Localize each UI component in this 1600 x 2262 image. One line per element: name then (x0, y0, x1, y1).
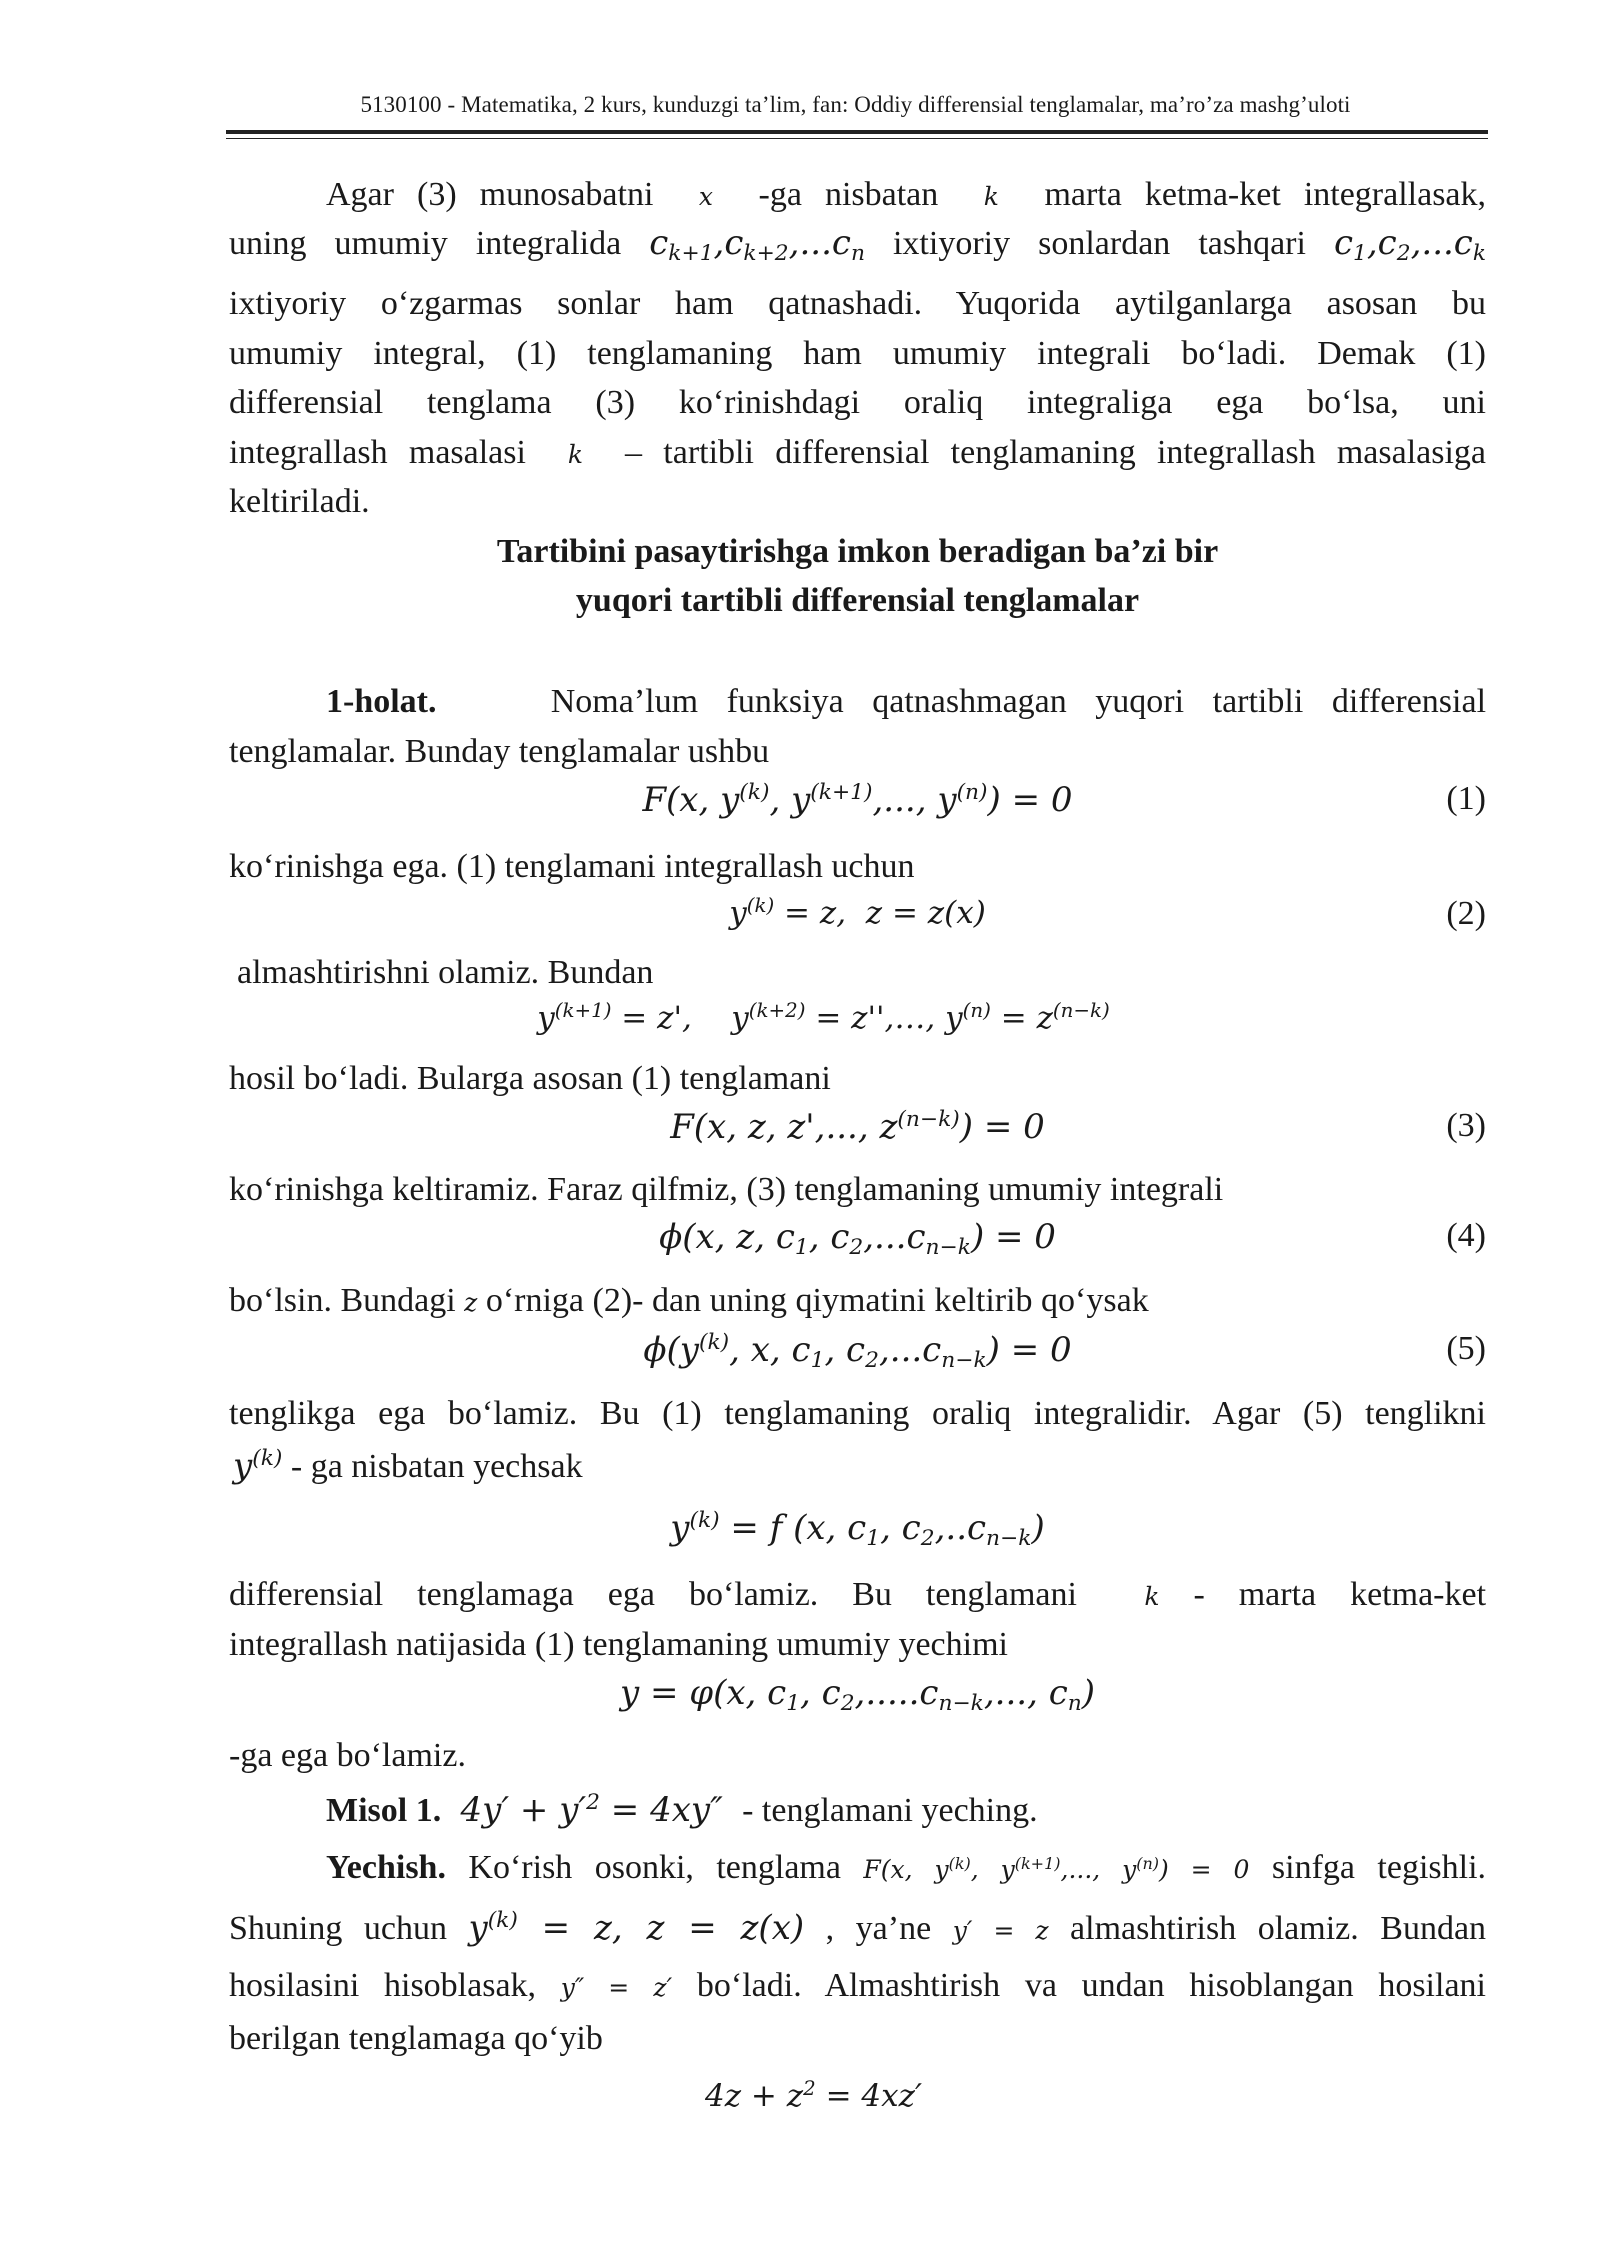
text-line-t9: integrallash natijasida (1) tenglamaning umumiy yechimi (229, 1626, 1008, 1663)
equation-4-line (229, 1217, 1486, 1267)
text-line-t2: almashtirishni olamiz. Bundan (237, 954, 654, 991)
solved-derivative-equation: $y^{(k)} = f$ (x, $c_1$, $c_2,..c_{n-k}$) (670, 1508, 1045, 1552)
section-title-line-1: Tartibini pasaytirishga imkon beradigan ba’zi bir (496, 533, 1219, 570)
equation-5: $\phi(y^{(k)}$, x, $c_1$, $c_2,...c_{n-k}) = 0$ (643, 1330, 1072, 1374)
equation-4: ϕ(x, z, $c_1$, $c_2,...c_{n-k}) = 0$ (659, 1217, 1056, 1261)
header-rule-thin (226, 138, 1488, 139)
equation-3-number: (3) (1446, 1107, 1486, 1144)
text-line-t7: $y^{(k)}$ - ga nisbatan yechsak (233, 1446, 583, 1486)
section-title-line-2: yuqori tartibli differensial tenglamalar (575, 582, 1140, 619)
intro-line-5: differensial tenglama (3) ko‘rinishdagi oraliq integraliga ega bo‘lsa, uni (229, 384, 1486, 421)
intro-line-4: umumiy integral, (1) tenglamaning ham umumiy integrali bo‘ladi. Demak (1) (229, 335, 1486, 372)
substituted-equation-line (229, 2078, 1486, 2128)
equation-2: $y^{(k)} = z$, z = z(x) (729, 894, 986, 931)
substitution-equations: $y^{(k+1)} = z'$, $y^{(k+2)}$ = z'',…, $y^{(n)} = z^{(n-k)}$ (537, 999, 1110, 1036)
intro-line-1: Agar (3) munosabatni x -ga nisbatan k marta ketma-ket integrallasak, (326, 176, 1487, 213)
general-solution-equation: y = φ(x, $c_1$, $c_2,.....c_{n-k}$,..., $c_n$) (619, 1673, 1096, 1717)
holat-line-2: tenglamalar. Bunday tenglamalar ushbu (229, 733, 770, 770)
intro-line-6: integrallash masalasi k – tartibli differensial tenglamaning integrallash masalasiga (229, 434, 1487, 471)
equation-4-number: (4) (1446, 1217, 1486, 1254)
solution-line-3: hosilasini hisoblasak, y″ = z′ bo‘ladi. Almashtirish va undan hisoblangan hosilani (229, 1967, 1486, 2004)
general-solution-line (229, 1673, 1486, 1723)
intro-line-3: ixtiyoriy o‘zgarmas sonlar ham qatnashadi. Yuqorida aytilganlarga asosan bu (229, 285, 1486, 322)
text-line-t4: ko‘rinishga keltiramiz. Faraz qilfmiz, (3) tenglamaning umumiy integrali (229, 1171, 1224, 1208)
text-line-t3: hosil bo‘ladi. Bularga asosan (1) tenglamani (229, 1060, 831, 1097)
text-line-t8: differensial tenglamaga ega bo‘lamiz. Bu tenglamani k - marta ketma-ket (229, 1576, 1487, 1613)
intro-line-2: uning umumiy integralida $c_{k+1},c_{k+2},...c_n$ ixtiyoriy sonlardan tashqari $c_1,c_2,...c_k$ (229, 223, 1487, 267)
holat-line-1: 1-holat. Noma’lum funksiya qatnashmagan yuqori tartibli differensial (326, 683, 1487, 720)
substituted-equation: $4z + z^2 = 4xz'$ (705, 2077, 922, 2114)
intro-line-7: keltiriladi. (229, 483, 370, 520)
solved-derivative-line (229, 1508, 1486, 1558)
solution-line-2: Shuning uchun $y^{(k)} = z$, z = z(x) , ya’ne y′ = z almashtirish olamiz. Bundan (229, 1908, 1487, 1948)
substitution-line (229, 1000, 1486, 1050)
running-header: 5130100 - Matematika, 2 kurs, kunduzgi ta’lim, fan: Oddiy differensial tenglamalar, ma’ro’za mashg’uloti (360, 92, 1351, 117)
equation-5-line (229, 1330, 1486, 1380)
text-line-t10: -ga ega bo‘lamiz. (229, 1737, 466, 1774)
equation-2-line (229, 895, 1486, 945)
example-1-line: Misol 1. $4y' + y'^2 = 4xy''$ - tenglamani yeching. (326, 1790, 1038, 1830)
solution-line-4: berilgan tenglamaga qo‘yib (229, 2020, 603, 2057)
header-rule-thick (226, 130, 1488, 134)
equation-3-line (229, 1107, 1486, 1157)
text-line-t5: bo‘lsin. Bundagi z o‘rniga (2)- dan uning qiymatini keltirib qo‘ysak (229, 1282, 1149, 1319)
text-line-t1: ko‘rinishga ega. (1) tenglamani integrallash uchun (229, 848, 915, 885)
equation-5-number: (5) (1446, 1330, 1486, 1367)
equation-1-line (229, 780, 1486, 830)
solution-line-1: Yechish. Ko‘rish osonki, tenglama F(x, $y^{(k)}$, $y^{(k+1)}$,..., $y^{(n)}) = 0$ sinfga tegishli. (326, 1849, 1487, 1886)
equation-3: F(x, z, z',..., $z^{(n-k)}) = 0$ (670, 1107, 1045, 1147)
equation-1-number: (1) (1446, 780, 1486, 817)
equation-1: F(x, $y^{(k)}$, $y^{(k+1)}$,..., $y^{(n)}) = 0$ (642, 780, 1073, 820)
text-line-t6: tenglikga ega bo‘lamiz. Bu (1) tenglamaning oraliq integralidir. Agar (5) tenglikni (229, 1395, 1486, 1432)
equation-2-number: (2) (1446, 895, 1486, 932)
